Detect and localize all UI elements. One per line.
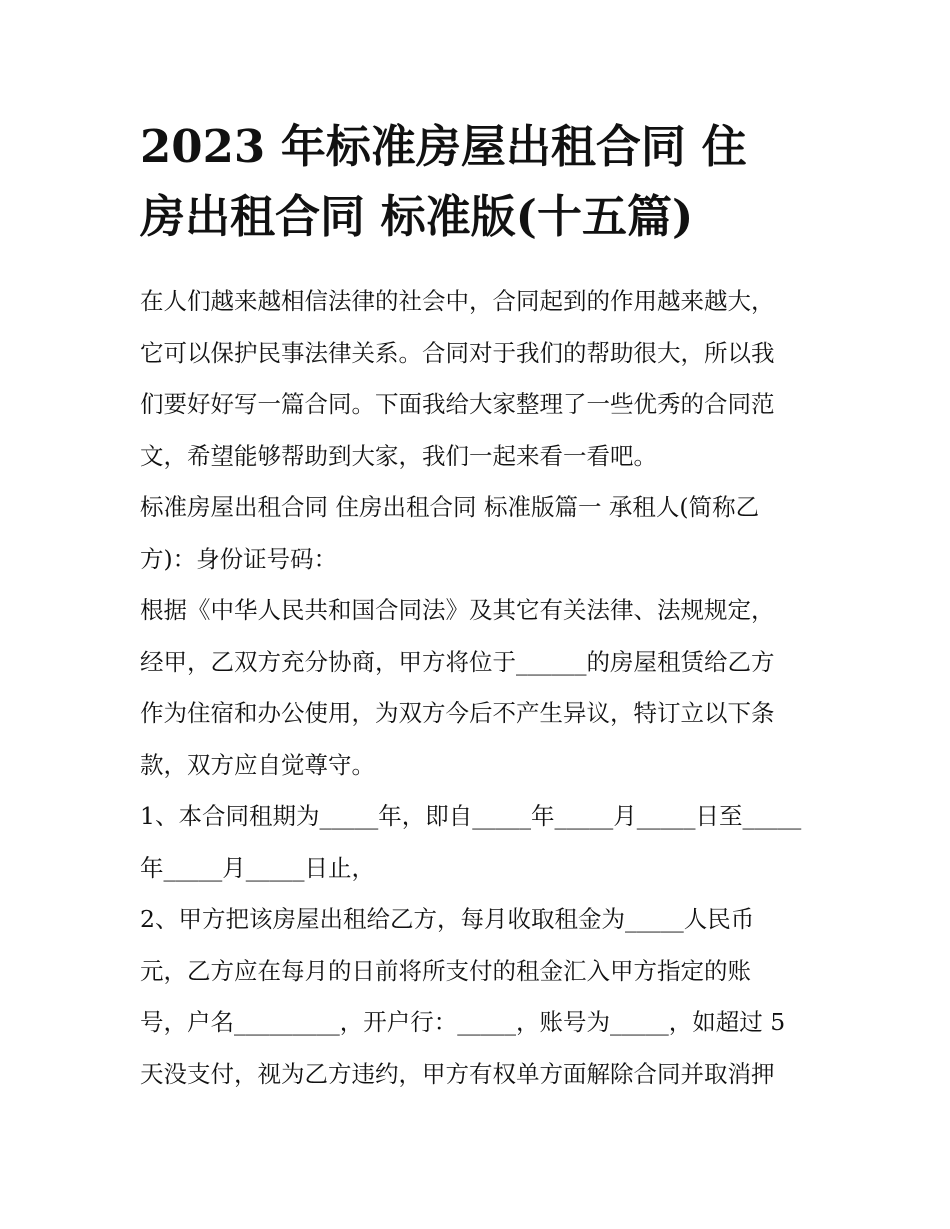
text-line: 根据《中华人民共和国合同法》及其它有关法律、法规规定， xyxy=(140,596,775,624)
document-body xyxy=(140,276,820,1100)
clause-1-paragraph xyxy=(140,791,820,894)
text-line: 元，乙方应在每月的日前将所支付的租金汇入甲方指定的账 xyxy=(140,956,751,985)
text-line: 们要好好写一篇合同。下面我给大家整理了一些优秀的合同范 xyxy=(140,390,775,418)
text-line: 它可以保护民事法律关系。合同对于我们的帮助很大，所以我 xyxy=(140,338,775,367)
text-line: 作为住宿和办公使用，为双方今后不产生异议，特订立以下条 xyxy=(140,699,775,727)
section-heading-paragraph xyxy=(140,482,820,585)
text-line: 方)：身份证号码： xyxy=(140,544,338,573)
text-line: 文，希望能够帮助到大家，我们一起来看一看吧。 xyxy=(140,441,657,470)
legal-basis-paragraph xyxy=(140,585,820,791)
text-line: 号，户名_________，开户行：_____，账号为_____，如超过 5 xyxy=(140,1008,786,1036)
text-line: 2、甲方把该房屋出租给乙方，每月收取租金为_____人民币 xyxy=(140,905,755,933)
text-line: 款，双方应自觉尊守。 xyxy=(140,750,375,779)
clause-2-paragraph xyxy=(140,894,820,1100)
text-line: 标准房屋出租合同 住房出租合同 标准版篇一 承租人(简称乙 xyxy=(140,493,760,521)
intro-paragraph xyxy=(140,276,820,482)
text-line: 在人们越来越相信法律的社会中，合同起到的作用越来越大， xyxy=(140,287,775,315)
text-line: 年_____月_____日止， xyxy=(140,853,375,882)
text-line: 经甲，乙双方充分协商，甲方将位于______的房屋租赁给乙方 xyxy=(140,647,775,676)
text-line: 天没支付，视为乙方违约，甲方有权单方面解除合同并取消押 xyxy=(140,1059,775,1088)
text-line: 1、本合同租期为_____年，即自_____年_____月_____日至_____ xyxy=(140,802,802,830)
title-line: 房出租合同 标准版(十五篇) xyxy=(140,190,694,243)
title-line: 2023 年标准房屋出租合同 住 xyxy=(140,120,747,173)
document-title xyxy=(140,112,820,252)
